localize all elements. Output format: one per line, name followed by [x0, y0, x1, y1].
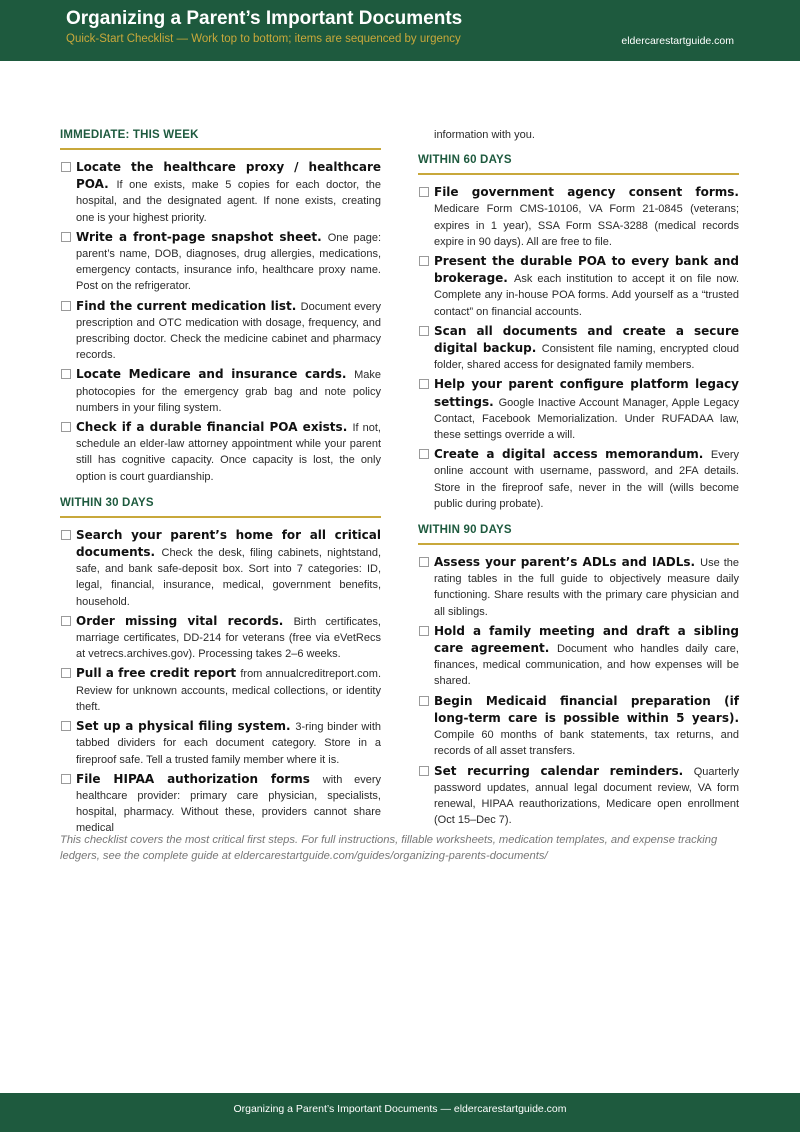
item-text: One page: parent’s name, DOB, diagnoses, drug allergies, medications, emergency contacts, insurance info, healthcare proxy name. Post on the refrigerator. [76, 231, 381, 293]
item-text: Ask each institution to accept it on file now. Complete any in-house POA forms. Add yourself as a “trusted contact” on financial accounts. [434, 273, 739, 318]
checklist-item [418, 446, 739, 512]
item-lead: Begin Medicaid financial preparation (if long-term care is possible within 5 years). [434, 693, 739, 725]
checklist-item [418, 184, 739, 250]
item-text: Make photocopies for the emergency grab bag and note policy numbers in your filing system. [76, 369, 381, 414]
checkbox-icon[interactable] [61, 162, 71, 172]
footnote: This checklist covers the most critical first steps. For full instructions, fillable worksheets, medication templates, and expense tracking ledgers, see the complete guide at eldercarestartguide.com/guides/organizing-parents-documents/ [60, 834, 718, 863]
right-column [418, 127, 739, 831]
checkbox-icon[interactable] [61, 530, 71, 540]
item-text: Google Inactive Account Manager, Apple Legacy Contact, Facebook Memorialization. Under RUFADAA law, these settings override a will. [434, 396, 739, 442]
item-lead: Hold a family meeting and draft a sibling care agreement. [434, 623, 739, 656]
item-text: Consistent file naming, encrypted cloud folder, shared access for designated family members. [434, 343, 740, 372]
item-text: If one exists, make 5 copies for each doctor, the hospital, and the designated agent. If none exists, creating one is your highest priority. [76, 179, 381, 224]
section-heading-90-days: WITHIN 90 DAYS [418, 522, 739, 545]
checklist-item [60, 665, 381, 715]
checklist-item [418, 693, 739, 760]
checkbox-icon[interactable] [419, 766, 429, 776]
footer-text: Organizing a Parent’s Important Documents — eldercarestartguide.com [233, 1103, 567, 1115]
item-text: Quarterly password updates, annual legal document review, VA form renewal, HIPAA reauthorizations, Medicare open enrollment (Oct 15–Dec 7). [434, 765, 739, 827]
item-text: Use the rating tables in the full guide to objectively measure daily functioning. Share results with the primary care physician and all siblings. [434, 557, 739, 618]
item-text: Check the desk, filing cabinets, nightstand, safe, and bank safe-deposit box. Sort into 7 categories: ID, legal, financial, insurance, medical, government benefits, household. [76, 547, 382, 608]
left-column [60, 127, 381, 840]
footer-banner [0, 1093, 800, 1132]
item-text: Document who handles daily care, finances, medical communication, and how expenses will be shared. [434, 643, 739, 688]
checklist-item [418, 323, 739, 374]
item-text: Compile 60 months of bank statements, tax returns, and records of all asset transfers. [434, 729, 739, 758]
item-lead: Find the current medication list. [76, 298, 301, 313]
item-text: 3-ring binder with tabbed dividers for each document category. Store in a fireproof safe. Tell a trusted family member where it is. [76, 721, 381, 766]
section-heading-immediate: IMMEDIATE: THIS WEEK [60, 127, 381, 150]
checkbox-icon[interactable] [419, 557, 429, 567]
section-heading-30-days: WITHIN 30 DAYS [60, 495, 381, 518]
item-lead: Set recurring calendar reminders. [434, 763, 694, 778]
header-site: eldercarestartguide.com [621, 35, 734, 47]
checkbox-icon[interactable] [419, 626, 429, 636]
checklist-item [60, 718, 381, 768]
checklist-item [60, 527, 381, 610]
checkbox-icon[interactable] [61, 301, 71, 311]
checklist-item [60, 771, 381, 837]
item-lead: Write a front-page snapshot sheet. [76, 229, 328, 244]
item-lead: Locate the healthcare proxy / healthcare POA. [76, 160, 381, 192]
checklist-item [418, 623, 739, 690]
item-lead: Assess your parent’s ADLs and IADLs. [434, 555, 701, 570]
item-text: from annualcreditreport.com. Review for unknown accounts, medical collections, or identity theft. [76, 668, 382, 713]
checkbox-icon[interactable] [419, 187, 429, 197]
item-text: Birth certificates, marriage certificates, DD-214 for veterans (free via eVetRecs at vetrecs.archives.gov). Processing takes 2–6 weeks. [76, 615, 381, 661]
checkbox-icon[interactable] [61, 232, 71, 242]
item-lead: Help your parent configure platform legacy settings. [434, 377, 739, 409]
item-lead: Set up a physical filing system. [76, 719, 296, 734]
item-lead: Create a digital access memorandum. [434, 447, 711, 462]
item-lead: Check if a durable financial POA exists. [76, 420, 353, 435]
section-heading-60-days: WITHIN 60 DAYS [418, 152, 739, 175]
item-lead: File government agency consent forms. [434, 185, 739, 200]
item-lead: File HIPAA authorization forms [76, 771, 323, 786]
checkbox-icon[interactable] [61, 721, 71, 731]
checkbox-icon[interactable] [61, 369, 71, 379]
checkbox-icon[interactable] [419, 696, 429, 706]
checklist-item [60, 613, 381, 663]
document-title: Organizing a Parent’s Important Documents [66, 8, 463, 29]
item-lead: Scan all documents and create a secure digital backup. [434, 323, 739, 356]
checkbox-icon[interactable] [419, 256, 429, 266]
checkbox-icon[interactable] [419, 326, 429, 336]
item-text: If not, schedule an elder-law attorney appointment while your parent still has cognitive capacity. Once capacity is lost, the only option is court guardianship. [76, 422, 381, 483]
item-text: Document every prescription and OTC medication with dosage, frequency, and prescribing doctor. Check the medicine cabinet and pharmacy records. [76, 300, 381, 362]
checkbox-icon[interactable] [419, 449, 429, 459]
item-text: Medicare Form CMS-10106, VA Form 21-0845 (veterans; expires in 1 year), SSA Form SSA-3288 (medical records expire in 90 days). All are free to file. [434, 203, 739, 248]
checklist-item [60, 366, 381, 416]
checklist-item [60, 298, 381, 364]
item-text: Every online account with username, password, and 2FA details. Store in the fireproof safe, never in the will (wills become public during probate). [434, 449, 739, 510]
checklist-item [418, 554, 739, 620]
header-banner [0, 0, 800, 61]
item-lead: Locate Medicare and insurance cards. [76, 367, 355, 382]
item-lead: Pull a free credit report [76, 666, 241, 681]
checkbox-icon[interactable] [419, 379, 429, 389]
item-continuation: information with you. [434, 129, 535, 141]
checklist-item [60, 229, 381, 295]
checklist-item [60, 159, 381, 226]
checkbox-icon[interactable] [61, 668, 71, 678]
checkbox-icon[interactable] [61, 616, 71, 626]
checkbox-icon[interactable] [61, 422, 71, 432]
checkbox-icon[interactable] [61, 774, 71, 784]
item-lead: Order missing vital records. [76, 613, 294, 628]
checklist-item [418, 763, 739, 829]
item-lead: Search your parent’s home for all critical documents. [76, 527, 381, 560]
document-subtitle: Quick-Start Checklist — Work top to bottom; items are sequenced by urgency [66, 33, 461, 45]
item-lead: Present the durable POA to every bank and brokerage. [434, 254, 739, 286]
checklist-item [418, 253, 739, 320]
item-text: with every healthcare provider: primary care physician, specialists, hospital, pharmacy. Without these, providers cannot share medical [76, 773, 381, 835]
checklist-item [60, 419, 381, 485]
checklist-item [418, 376, 739, 443]
